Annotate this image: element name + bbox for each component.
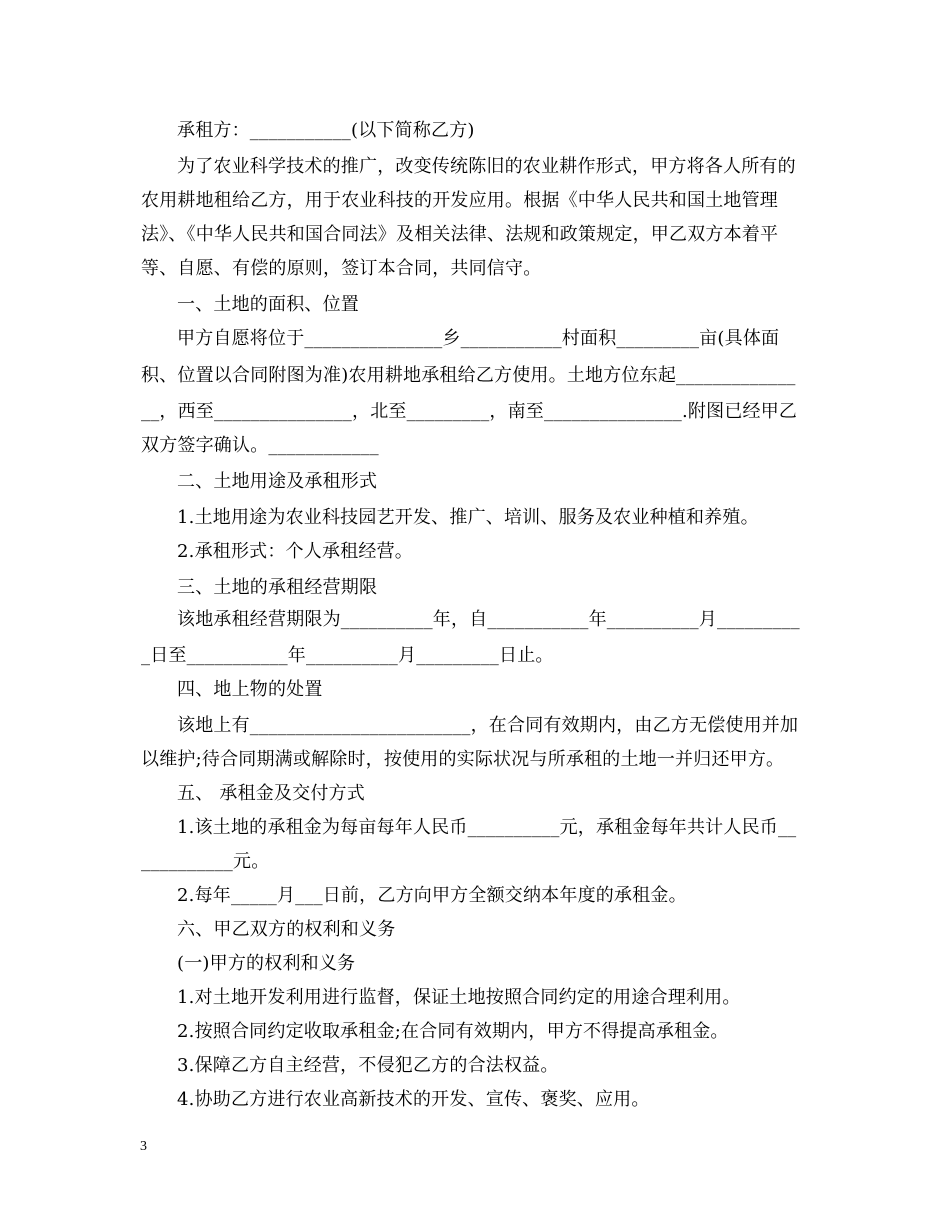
document-line: 等、自愿、有偿的原则，签订本合同，共同信守。 [141,258,542,279]
document-line: 一、土地的面积、位置 [177,294,359,315]
document-line: 法》、《中华人民共和国合同法》及相关法律、法规和政策规定，甲乙双方本着平 [141,224,779,245]
document-line: 1.土地用途为农业科技园艺开发、推广、培训、服务及农业种植和养殖。 [177,507,759,528]
document-line: 四、地上物的处置 [177,679,323,700]
document-line: 1.对土地开发利用进行监督，保证土地按照合同约定的用途合理利用。 [177,987,741,1008]
document-line: __________元。 [141,851,270,872]
document-line: 该地承租经营期限为__________年，自___________年__________月_________ [177,609,800,630]
document-line: 五、 承租金及交付方式 [177,783,365,804]
document-line: 2.承租形式：个人承租经营。 [177,541,413,562]
page-number: 3 [140,1139,147,1154]
document-line: (一)甲方的权利和义务 [177,953,356,974]
document-line: 积、位置以合同附图为准)农用耕地承租给乙方使用。土地方位东起_____________ [141,365,796,386]
document-line: 双方签字确认。____________ [141,435,379,456]
document-line: 4.协助乙方进行农业高新技术的开发、宣传、褒奖、应用。 [177,1089,650,1110]
document-line: 2.每年_____月___日前，乙方向甲方全额交纳本年度的承租金。 [177,885,687,906]
document-line: 六、甲乙双方的权利和义务 [177,919,396,940]
document-line: 为了农业科学技术的推广，改变传统陈旧的农业耕作形式，甲方将各人所有的 [177,156,796,177]
document-line: 1.该土地的承租金为每亩每年人民币__________元，承租金每年共计人民币__ [177,817,797,838]
document-line: 3.保障乙方自主经营，不侵犯乙方的合法权益。 [177,1055,559,1076]
document-line: 二、土地用途及承租形式 [177,471,378,492]
document-line: __，西至_______________，北至_________，南至_______________.附图已经甲乙 [141,401,798,422]
document-line: 甲方自愿将位于_______________乡___________村面积_________亩(具体面 [177,328,780,349]
document-line: 该地上有________________________，在合同有效期内，由乙方无偿使用并加 [177,715,799,736]
document-line: 农用耕地租给乙方，用于农业科技的开发应用。根据《中华人民共和国土地管理 [141,190,778,211]
document-line: 三、土地的承租经营期限 [177,577,378,598]
document-line: 以维护;待合同期满或解除时，按使用的实际状况与所承租的土地一并归还甲方。 [141,749,785,770]
document-line: 承租方：___________(以下简称乙方) [177,120,475,141]
document-line: 2.按照合同约定收取承租金;在合同有效期内，甲方不得提高承租金。 [177,1021,729,1042]
document-line: _日至___________年__________月_________日止。 [141,645,554,666]
